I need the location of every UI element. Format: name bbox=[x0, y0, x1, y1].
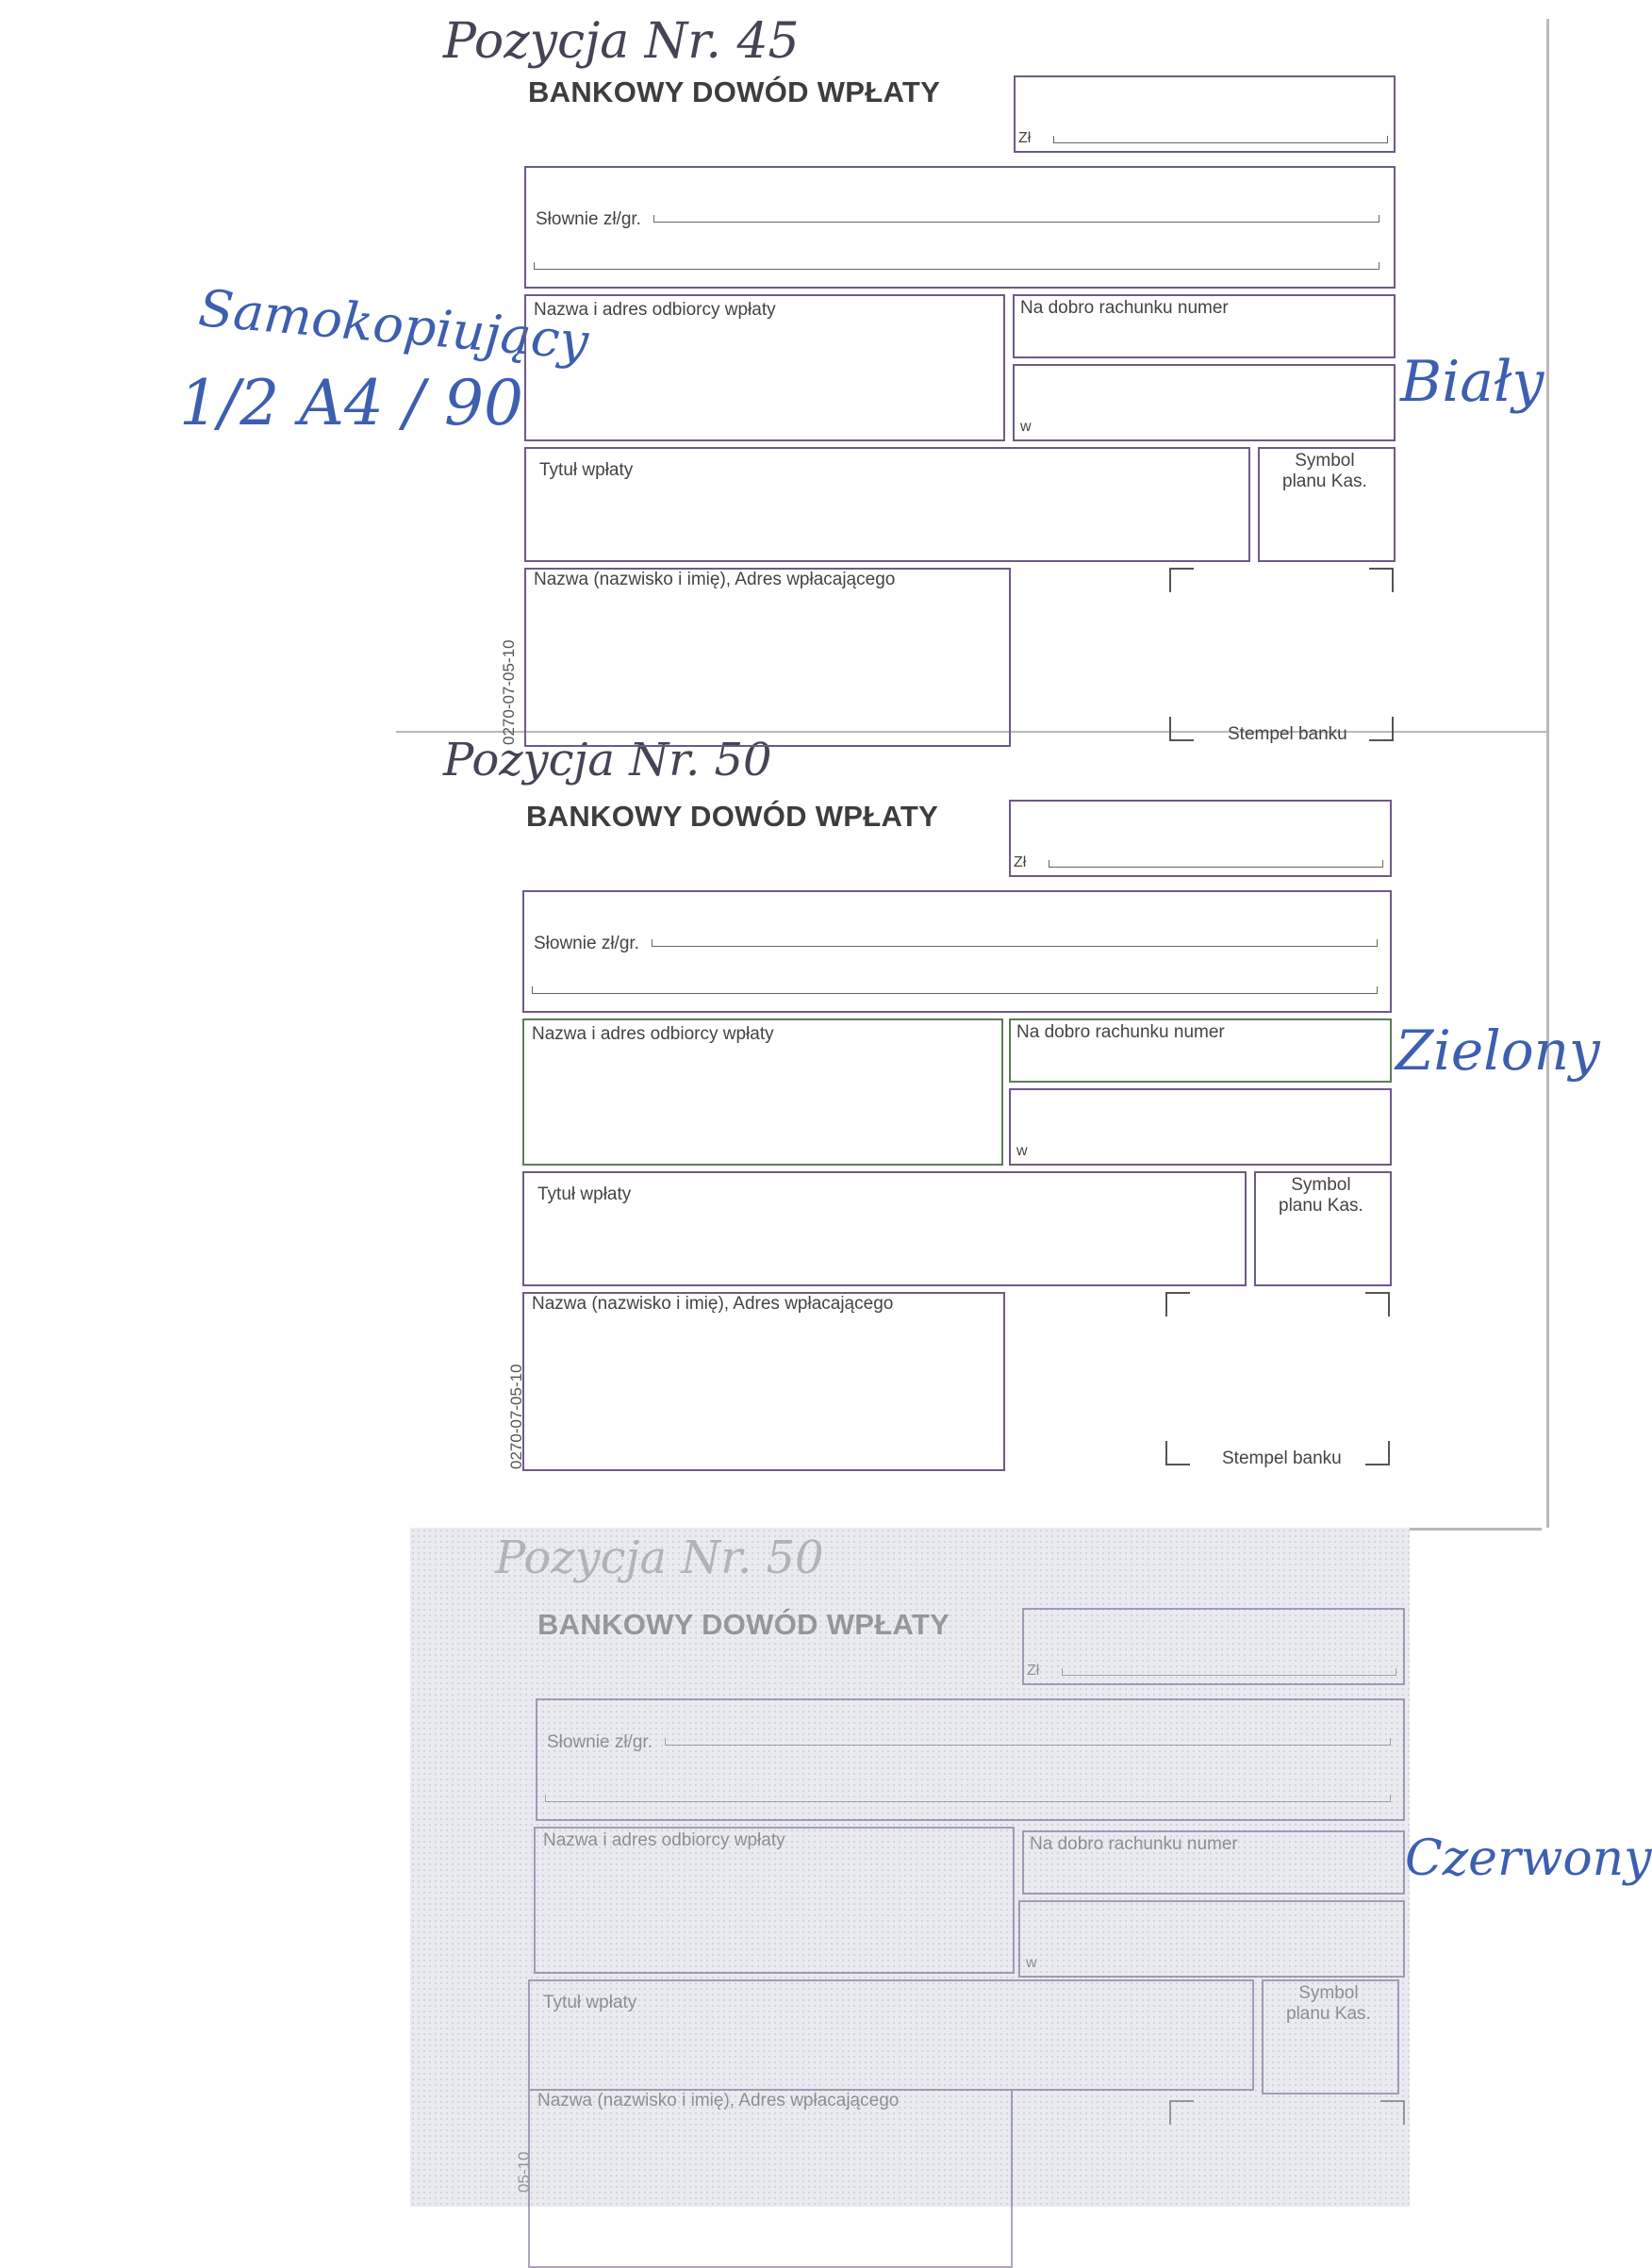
payer-box[interactable] bbox=[524, 568, 1011, 747]
form-code-partial: 05-10 bbox=[515, 2151, 533, 2193]
stamp-corner-br bbox=[1365, 1441, 1390, 1465]
payee-label: Nazwa i adres odbiorcy wpłaty bbox=[532, 1024, 774, 1044]
purpose-box[interactable] bbox=[528, 1979, 1254, 2091]
form-title: BANKOWY DOWÓD WPŁATY bbox=[528, 75, 941, 108]
symbol-box[interactable] bbox=[1258, 447, 1396, 562]
deposit-slip-green bbox=[507, 800, 1403, 1535]
amount-line bbox=[1062, 1668, 1396, 1676]
amount-box[interactable] bbox=[1014, 75, 1396, 153]
bank-name-box[interactable] bbox=[1009, 1088, 1392, 1166]
amount-box[interactable] bbox=[1022, 1608, 1405, 1685]
form-code: 0270-07-05-10 bbox=[507, 1364, 525, 1469]
symbol-label: Symbol planu Kas. bbox=[1279, 1175, 1363, 1216]
in-words-line-2 bbox=[545, 1795, 1391, 1802]
currency-label: Zł bbox=[1027, 1663, 1040, 1679]
handwritten-color-red: Czerwony bbox=[1405, 1830, 1652, 1887]
amount-box[interactable] bbox=[1009, 800, 1392, 877]
symbol-label: Symbol planu Kas. bbox=[1282, 451, 1367, 491]
stamp-corner-tr bbox=[1369, 568, 1394, 592]
payee-box[interactable] bbox=[522, 1018, 1003, 1166]
payee-box[interactable] bbox=[524, 294, 1005, 441]
stamp-corner-tr bbox=[1380, 2100, 1405, 2125]
purpose-box[interactable] bbox=[524, 447, 1250, 562]
bank-name-box[interactable] bbox=[1013, 364, 1396, 441]
amount-in-words-box[interactable] bbox=[536, 1698, 1405, 1821]
purpose-label: Tytuł wpłaty bbox=[537, 1184, 632, 1204]
form-code: 0270-07-05-10 bbox=[500, 639, 518, 745]
purpose-label: Tytuł wpłaty bbox=[539, 460, 634, 480]
symbol-box[interactable] bbox=[1254, 1171, 1392, 1286]
currency-label: Zł bbox=[1018, 130, 1032, 146]
stamp-corner-tr bbox=[1365, 1292, 1390, 1316]
stamp-corner-bl bbox=[1169, 717, 1194, 741]
stamp-label: Stempel banku bbox=[1228, 724, 1347, 744]
symbol-box[interactable] bbox=[1262, 1979, 1399, 2094]
in-words-line-2 bbox=[534, 262, 1379, 270]
account-number-box[interactable] bbox=[1022, 1830, 1405, 1895]
payer-box[interactable] bbox=[522, 1292, 1005, 1471]
payer-label: Nazwa (nazwisko i imię), Adres wpłacającego bbox=[534, 570, 896, 589]
currency-label: Zł bbox=[1014, 854, 1027, 870]
account-number-box[interactable] bbox=[1009, 1018, 1392, 1083]
form-title: BANKOWY DOWÓD WPŁATY bbox=[526, 800, 939, 833]
stamp-corner-tl bbox=[1169, 568, 1194, 592]
purpose-box[interactable] bbox=[522, 1171, 1247, 1286]
form-title: BANKOWY DOWÓD WPŁATY bbox=[537, 1608, 950, 1641]
amount-in-words-box[interactable] bbox=[522, 890, 1392, 1013]
account-number-box[interactable] bbox=[1013, 294, 1396, 358]
handwritten-note-bottom: Pozycja Nr. 50 bbox=[495, 1531, 824, 1584]
handwritten-note-top: Pozycja Nr. 45 bbox=[443, 13, 800, 70]
handwritten-color-green: Zielony bbox=[1396, 1018, 1600, 1083]
in-words-line-1 bbox=[653, 215, 1379, 223]
in-words-label: Słownie zł/gr. bbox=[536, 209, 641, 229]
stamp-corner-tl bbox=[1165, 1292, 1190, 1316]
in-words-label: Słownie zł/gr. bbox=[534, 934, 639, 953]
handwritten-note-paper-size: 1/2 A4 / 90 bbox=[179, 367, 524, 439]
amount-in-words-box[interactable] bbox=[524, 166, 1396, 289]
deposit-slip-red bbox=[515, 1608, 1414, 2207]
in-words-line-1 bbox=[652, 939, 1378, 947]
payer-box[interactable] bbox=[528, 2089, 1013, 2268]
payee-label: Nazwa i adres odbiorcy wpłaty bbox=[543, 1830, 785, 1850]
account-label: Na dobro rachunku numer bbox=[1030, 1834, 1238, 1854]
stamp-corner-tl bbox=[1169, 2100, 1194, 2125]
deposit-slip-white bbox=[500, 75, 1405, 811]
stamp-corner-bl bbox=[1165, 1441, 1190, 1465]
amount-line bbox=[1053, 136, 1388, 143]
purpose-label: Tytuł wpłaty bbox=[543, 1993, 637, 2012]
bank-in-label: w bbox=[1016, 1143, 1028, 1159]
scan-edge-right bbox=[1546, 19, 1549, 1528]
bank-in-label: w bbox=[1026, 1955, 1037, 1971]
stamp-label: Stempel banku bbox=[1222, 1449, 1342, 1468]
payer-label: Nazwa (nazwisko i imię), Adres wpłacającego bbox=[537, 2091, 900, 2111]
handwritten-color-white: Biały bbox=[1400, 349, 1545, 415]
in-words-line-1 bbox=[665, 1738, 1391, 1746]
payer-label: Nazwa (nazwisko i imię), Adres wpłacającego bbox=[532, 1294, 894, 1314]
payee-label: Nazwa i adres odbiorcy wpłaty bbox=[534, 300, 776, 320]
bank-in-label: w bbox=[1020, 419, 1032, 435]
in-words-label: Słownie zł/gr. bbox=[547, 1732, 653, 1752]
stamp-corner-br bbox=[1369, 717, 1394, 741]
account-label: Na dobro rachunku numer bbox=[1016, 1022, 1225, 1042]
payee-box[interactable] bbox=[534, 1827, 1015, 1974]
bank-name-box[interactable] bbox=[1018, 1900, 1405, 1978]
handwritten-note-paper-type: Samokopiujący bbox=[196, 278, 591, 372]
amount-line bbox=[1049, 860, 1383, 868]
handwritten-note-middle: Pozycja Nr. 50 bbox=[443, 734, 772, 786]
symbol-label: Symbol planu Kas. bbox=[1286, 1983, 1371, 2024]
account-label: Na dobro rachunku numer bbox=[1020, 298, 1229, 318]
in-words-line-2 bbox=[532, 986, 1378, 994]
